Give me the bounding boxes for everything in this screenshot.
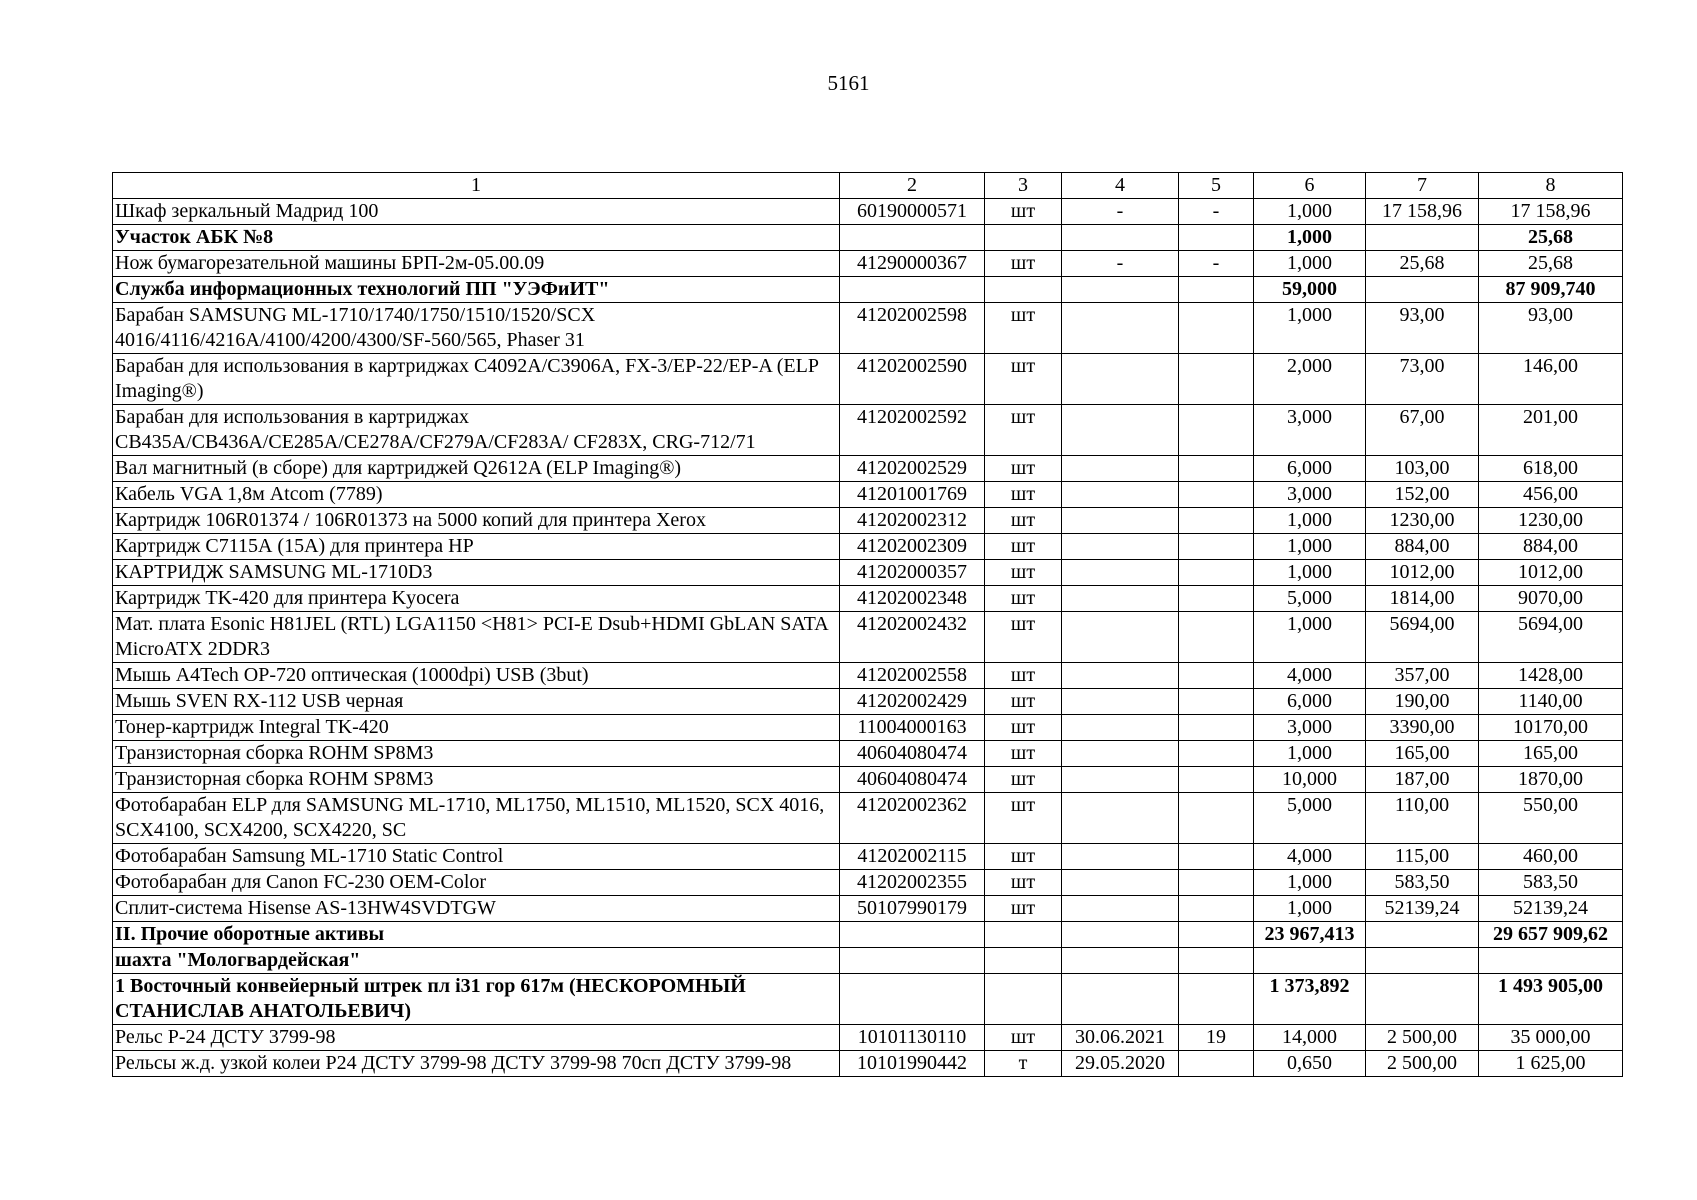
amount-cell: 550,00 (1479, 793, 1623, 844)
date-cell (1062, 870, 1179, 896)
quantity-cell: 5,000 (1254, 793, 1366, 844)
amount-cell: 618,00 (1479, 456, 1623, 482)
item-code-cell: 41202002115 (840, 844, 985, 870)
group-row (113, 277, 1623, 303)
item-code-cell: 60190000571 (840, 199, 985, 225)
item-code-cell: 41202002558 (840, 663, 985, 689)
price-cell: 67,00 (1366, 405, 1479, 456)
date-cell (1062, 482, 1179, 508)
amount-cell: 201,00 (1479, 405, 1623, 456)
amount-cell: 93,00 (1479, 303, 1623, 354)
table-row (113, 354, 1623, 405)
item-code-cell: 10101990442 (840, 1051, 985, 1077)
item-name-cell: Рельс Р-24 ДСТУ 3799-98 (113, 1025, 840, 1051)
quantity-cell: 4,000 (1254, 844, 1366, 870)
column-header: 3 (985, 173, 1062, 199)
inventory-table (112, 172, 1623, 1077)
page-number: 5161 (827, 71, 870, 95)
item-code-cell: 41202002598 (840, 303, 985, 354)
table-row (113, 482, 1623, 508)
table-row (113, 767, 1623, 793)
column-header: 8 (1479, 173, 1623, 199)
price-cell (1366, 225, 1479, 251)
quantity-cell: 6,000 (1254, 689, 1366, 715)
price-cell: 190,00 (1366, 689, 1479, 715)
amount-cell: 1140,00 (1479, 689, 1623, 715)
column-header: 5 (1179, 173, 1254, 199)
quantity-cell: 6,000 (1254, 456, 1366, 482)
amount-cell: 884,00 (1479, 534, 1623, 560)
date-cell (1062, 896, 1179, 922)
price-cell: 25,68 (1366, 251, 1479, 277)
date-cell: 30.06.2021 (1062, 1025, 1179, 1051)
quantity-cell: 23 967,413 (1254, 922, 1366, 948)
item-code-cell: 50107990179 (840, 896, 985, 922)
age-cell (1179, 277, 1254, 303)
age-cell (1179, 793, 1254, 844)
price-cell: 93,00 (1366, 303, 1479, 354)
quantity-cell: 1,000 (1254, 303, 1366, 354)
amount-cell: 1012,00 (1479, 560, 1623, 586)
age-cell (1179, 974, 1254, 1025)
table-row (113, 251, 1623, 277)
item-name-cell: II. Прочие оборотные активы (113, 922, 840, 948)
item-name-cell: КАРТРИДЖ SAMSUNG ML-1710D3 (113, 560, 840, 586)
date-cell (1062, 560, 1179, 586)
item-name-cell: Служба информационных технологий ПП "УЭФиИТ" (113, 277, 840, 303)
unit-cell: шт (985, 663, 1062, 689)
item-name-cell: Барабан SAMSUNG ML-1710/1740/1750/1510/1520/SCX 4016/4116/4216A/4100/4200/4300/SF-560/565, Phaser 31 (113, 303, 840, 354)
age-cell (1179, 560, 1254, 586)
amount-cell: 10170,00 (1479, 715, 1623, 741)
item-code-cell: 41202002355 (840, 870, 985, 896)
table-row (113, 456, 1623, 482)
group-row (113, 974, 1623, 1025)
item-name-cell: Тонер-картридж Integral TK-420 (113, 715, 840, 741)
table-row (113, 560, 1623, 586)
price-cell: 2 500,00 (1366, 1051, 1479, 1077)
table-row (113, 793, 1623, 844)
quantity-cell: 1,000 (1254, 251, 1366, 277)
item-name-cell: 1 Восточный конвейерный штрек пл i31 гор 617м (НЕСКОРОМНЫЙ СТАНИСЛАВ АНАТОЛЬЕВИЧ) (113, 974, 840, 1025)
age-cell (1179, 663, 1254, 689)
date-cell: - (1062, 199, 1179, 225)
quantity-cell: 1,000 (1254, 741, 1366, 767)
quantity-cell: 3,000 (1254, 715, 1366, 741)
item-name-cell: Шкаф зеркальный Мадрид 100 (113, 199, 840, 225)
date-cell (1062, 767, 1179, 793)
unit-cell: шт (985, 689, 1062, 715)
date-cell (1062, 303, 1179, 354)
item-code-cell (840, 225, 985, 251)
column-header: 7 (1366, 173, 1479, 199)
unit-cell: шт (985, 560, 1062, 586)
quantity-cell: 4,000 (1254, 663, 1366, 689)
age-cell (1179, 948, 1254, 974)
date-cell (1062, 405, 1179, 456)
item-name-cell: Фотобарабан Samsung ML-1710 Static Control (113, 844, 840, 870)
item-name-cell: Сплит-система Hisense AS-13HW4SVDTGW (113, 896, 840, 922)
quantity-cell: 0,650 (1254, 1051, 1366, 1077)
date-cell (1062, 793, 1179, 844)
item-name-cell: Картридж С7115А (15A) для принтера HP (113, 534, 840, 560)
price-cell (1366, 277, 1479, 303)
table-row (113, 844, 1623, 870)
amount-cell: 9070,00 (1479, 586, 1623, 612)
unit-cell (985, 277, 1062, 303)
item-name-cell: Транзисторная сборка ROHM SP8M3 (113, 767, 840, 793)
date-cell (1062, 948, 1179, 974)
amount-cell: 1 625,00 (1479, 1051, 1623, 1077)
item-name-cell: Мат. плата Esonic H81JEL (RTL) LGA1150 <H81> PCI-E Dsub+HDMI GbLAN SATA MicroATX 2DDR3 (113, 612, 840, 663)
date-cell (1062, 508, 1179, 534)
age-cell (1179, 870, 1254, 896)
date-cell (1062, 354, 1179, 405)
date-cell (1062, 741, 1179, 767)
price-cell (1366, 974, 1479, 1025)
item-code-cell: 41202000357 (840, 560, 985, 586)
unit-cell: т (985, 1051, 1062, 1077)
unit-cell: шт (985, 586, 1062, 612)
amount-cell: 1870,00 (1479, 767, 1623, 793)
item-name-cell: Фотобарабан ELP для SAMSUNG ML-1710, ML1750, ML1510, ML1520, SCX 4016, SCX4100, SCX4200, SCX4220, SC (113, 793, 840, 844)
price-cell: 583,50 (1366, 870, 1479, 896)
item-name-cell: Барабан для использования в картриджах C4092A/C3906A, FX-3/EP-22/EP-A (ELP Imaging®) (113, 354, 840, 405)
age-cell (1179, 844, 1254, 870)
quantity-cell: 1,000 (1254, 612, 1366, 663)
amount-cell: 52139,24 (1479, 896, 1623, 922)
group-row (113, 922, 1623, 948)
unit-cell (985, 948, 1062, 974)
age-cell: - (1179, 251, 1254, 277)
unit-cell: шт (985, 715, 1062, 741)
column-header: 4 (1062, 173, 1179, 199)
unit-cell: шт (985, 534, 1062, 560)
quantity-cell: 1,000 (1254, 225, 1366, 251)
item-code-cell: 41202002348 (840, 586, 985, 612)
item-code-cell: 41202002592 (840, 405, 985, 456)
item-code-cell: 41202002309 (840, 534, 985, 560)
item-name-cell: Картридж TK-420 для принтера Kyocera (113, 586, 840, 612)
price-cell: 357,00 (1366, 663, 1479, 689)
price-cell: 1230,00 (1366, 508, 1479, 534)
item-name-cell: Участок АБК №8 (113, 225, 840, 251)
quantity-cell: 5,000 (1254, 586, 1366, 612)
amount-cell: 146,00 (1479, 354, 1623, 405)
unit-cell: шт (985, 793, 1062, 844)
item-code-cell (840, 974, 985, 1025)
quantity-cell: 1,000 (1254, 508, 1366, 534)
amount-cell: 1428,00 (1479, 663, 1623, 689)
item-name-cell: Картридж 106R01374 / 106R01373 на 5000 копий для принтера Xerox (113, 508, 840, 534)
amount-cell: 17 158,96 (1479, 199, 1623, 225)
age-cell (1179, 1051, 1254, 1077)
price-cell: 152,00 (1366, 482, 1479, 508)
table-row (113, 612, 1623, 663)
table-row (113, 741, 1623, 767)
column-header: 2 (840, 173, 985, 199)
quantity-cell: 3,000 (1254, 482, 1366, 508)
item-name-cell: шахта "Мологвардейская" (113, 948, 840, 974)
quantity-cell: 1,000 (1254, 870, 1366, 896)
amount-cell: 87 909,740 (1479, 277, 1623, 303)
date-cell (1062, 663, 1179, 689)
table-row (113, 870, 1623, 896)
amount-cell: 29 657 909,62 (1479, 922, 1623, 948)
amount-cell (1479, 948, 1623, 974)
quantity-cell (1254, 948, 1366, 974)
quantity-cell: 2,000 (1254, 354, 1366, 405)
item-name-cell: Мышь SVEN RX-112 USB черная (113, 689, 840, 715)
price-cell: 17 158,96 (1366, 199, 1479, 225)
date-cell (1062, 844, 1179, 870)
unit-cell: шт (985, 251, 1062, 277)
unit-cell (985, 225, 1062, 251)
quantity-cell: 1,000 (1254, 534, 1366, 560)
item-code-cell: 41202002362 (840, 793, 985, 844)
item-code-cell (840, 948, 985, 974)
amount-cell: 165,00 (1479, 741, 1623, 767)
item-name-cell: Фотобарабан для Canon FC-230 OEM-Color (113, 870, 840, 896)
unit-cell: шт (985, 741, 1062, 767)
amount-cell: 583,50 (1479, 870, 1623, 896)
age-cell (1179, 586, 1254, 612)
item-code-cell (840, 922, 985, 948)
table-row (113, 534, 1623, 560)
column-number-row (113, 173, 1623, 199)
price-cell: 3390,00 (1366, 715, 1479, 741)
unit-cell: шт (985, 199, 1062, 225)
amount-cell: 1230,00 (1479, 508, 1623, 534)
column-header: 1 (113, 173, 840, 199)
amount-cell: 456,00 (1479, 482, 1623, 508)
table-row (113, 1025, 1623, 1051)
table-row (113, 303, 1623, 354)
item-code-cell: 40604080474 (840, 741, 985, 767)
unit-cell: шт (985, 508, 1062, 534)
age-cell (1179, 405, 1254, 456)
table-row (113, 405, 1623, 456)
price-cell: 5694,00 (1366, 612, 1479, 663)
column-header: 6 (1254, 173, 1366, 199)
unit-cell (985, 974, 1062, 1025)
table-row (113, 508, 1623, 534)
price-cell: 2 500,00 (1366, 1025, 1479, 1051)
price-cell: 73,00 (1366, 354, 1479, 405)
table-row (113, 715, 1623, 741)
item-code-cell: 11004000163 (840, 715, 985, 741)
price-cell: 187,00 (1366, 767, 1479, 793)
age-cell (1179, 482, 1254, 508)
age-cell (1179, 456, 1254, 482)
quantity-cell: 1,000 (1254, 896, 1366, 922)
unit-cell: шт (985, 844, 1062, 870)
item-code-cell: 41202002432 (840, 612, 985, 663)
item-code-cell: 41202002529 (840, 456, 985, 482)
item-code-cell: 41201001769 (840, 482, 985, 508)
date-cell (1062, 534, 1179, 560)
amount-cell: 25,68 (1479, 225, 1623, 251)
item-code-cell: 41290000367 (840, 251, 985, 277)
quantity-cell: 1 373,892 (1254, 974, 1366, 1025)
date-cell (1062, 277, 1179, 303)
table-row (113, 896, 1623, 922)
quantity-cell: 1,000 (1254, 560, 1366, 586)
unit-cell: шт (985, 303, 1062, 354)
price-cell: 884,00 (1366, 534, 1479, 560)
age-cell (1179, 354, 1254, 405)
age-cell: - (1179, 199, 1254, 225)
item-code-cell: 41202002429 (840, 689, 985, 715)
age-cell (1179, 534, 1254, 560)
age-cell (1179, 303, 1254, 354)
table-row (113, 586, 1623, 612)
quantity-cell: 59,000 (1254, 277, 1366, 303)
item-code-cell: 10101130110 (840, 1025, 985, 1051)
item-name-cell: Кабель VGA 1,8м Atcom (7789) (113, 482, 840, 508)
unit-cell: шт (985, 896, 1062, 922)
amount-cell: 35 000,00 (1479, 1025, 1623, 1051)
unit-cell: шт (985, 870, 1062, 896)
date-cell (1062, 612, 1179, 663)
date-cell (1062, 689, 1179, 715)
unit-cell: шт (985, 405, 1062, 456)
table-row (113, 663, 1623, 689)
unit-cell: шт (985, 456, 1062, 482)
age-cell (1179, 767, 1254, 793)
price-cell (1366, 922, 1479, 948)
item-code-cell: 41202002312 (840, 508, 985, 534)
price-cell: 52139,24 (1366, 896, 1479, 922)
amount-cell: 25,68 (1479, 251, 1623, 277)
table-row (113, 689, 1623, 715)
date-cell: 29.05.2020 (1062, 1051, 1179, 1077)
age-cell (1179, 689, 1254, 715)
unit-cell (985, 922, 1062, 948)
unit-cell: шт (985, 612, 1062, 663)
item-name-cell: Барабан для использования в картриджах CB435A/CB436A/CE285A/CE278A/CF279A/CF283A/ CF283X, CRG-712/71 (113, 405, 840, 456)
quantity-cell: 3,000 (1254, 405, 1366, 456)
unit-cell: шт (985, 767, 1062, 793)
quantity-cell: 1,000 (1254, 199, 1366, 225)
date-cell (1062, 715, 1179, 741)
item-name-cell: Вал магнитный (в сборе) для картриджей Q2612A (ELP Imaging®) (113, 456, 840, 482)
item-name-cell: Рельсы ж.д. узкой колеи Р24 ДСТУ 3799-98 ДСТУ 3799-98 70сп ДСТУ 3799-98 (113, 1051, 840, 1077)
quantity-cell: 14,000 (1254, 1025, 1366, 1051)
table-row (113, 1051, 1623, 1077)
amount-cell: 460,00 (1479, 844, 1623, 870)
item-code-cell: 40604080474 (840, 767, 985, 793)
price-cell: 1814,00 (1366, 586, 1479, 612)
date-cell (1062, 456, 1179, 482)
age-cell (1179, 225, 1254, 251)
table-row (113, 199, 1623, 225)
amount-cell: 5694,00 (1479, 612, 1623, 663)
amount-cell: 1 493 905,00 (1479, 974, 1623, 1025)
item-code-cell (840, 277, 985, 303)
table-body (113, 173, 1623, 1077)
age-cell (1179, 896, 1254, 922)
item-code-cell: 41202002590 (840, 354, 985, 405)
age-cell (1179, 922, 1254, 948)
quantity-cell: 10,000 (1254, 767, 1366, 793)
date-cell: - (1062, 251, 1179, 277)
price-cell: 103,00 (1366, 456, 1479, 482)
item-name-cell: Нож бумагорезательной машины БРП-2м-05.00.09 (113, 251, 840, 277)
date-cell (1062, 225, 1179, 251)
item-name-cell: Мышь A4Tech OP-720 оптическая (1000dpi) USB (3but) (113, 663, 840, 689)
price-cell (1366, 948, 1479, 974)
age-cell (1179, 715, 1254, 741)
price-cell: 115,00 (1366, 844, 1479, 870)
age-cell (1179, 508, 1254, 534)
age-cell (1179, 741, 1254, 767)
unit-cell: шт (985, 354, 1062, 405)
group-row (113, 225, 1623, 251)
age-cell (1179, 612, 1254, 663)
group-row (113, 948, 1623, 974)
age-cell: 19 (1179, 1025, 1254, 1051)
unit-cell: шт (985, 482, 1062, 508)
date-cell (1062, 586, 1179, 612)
price-cell: 165,00 (1366, 741, 1479, 767)
date-cell (1062, 974, 1179, 1025)
price-cell: 1012,00 (1366, 560, 1479, 586)
date-cell (1062, 922, 1179, 948)
unit-cell: шт (985, 1025, 1062, 1051)
item-name-cell: Транзисторная сборка ROHM SP8M3 (113, 741, 840, 767)
price-cell: 110,00 (1366, 793, 1479, 844)
